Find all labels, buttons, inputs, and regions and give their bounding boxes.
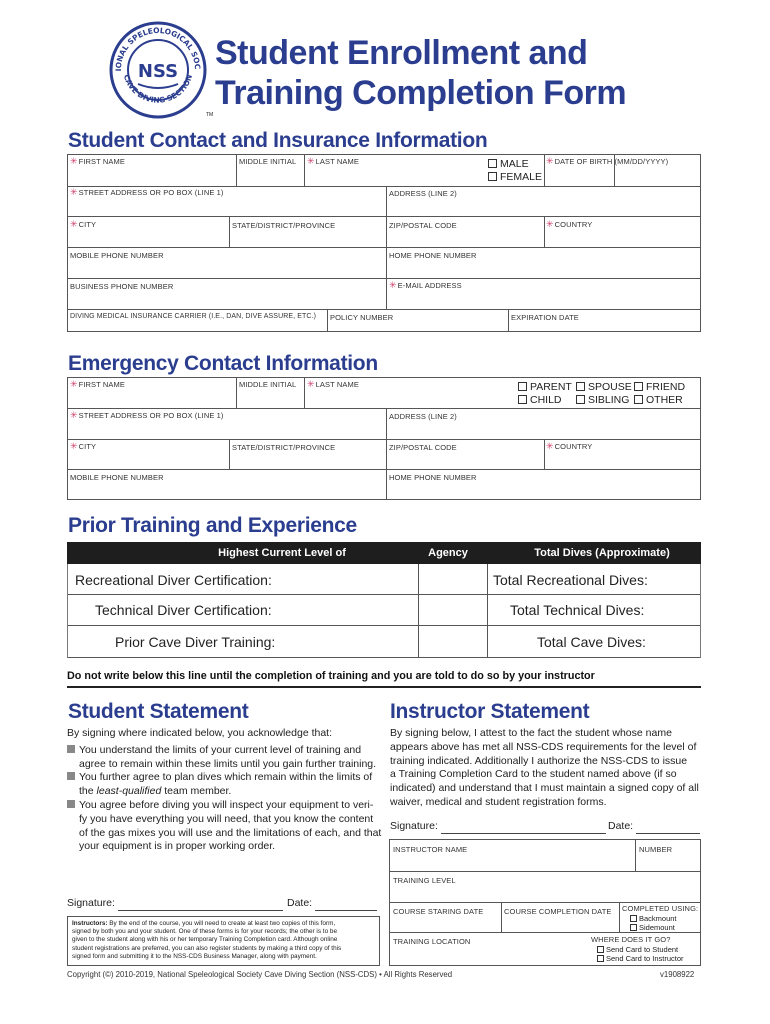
address2-field[interactable]: ADDRESS (LINE 2) [389,189,457,198]
student-contact-form [67,154,701,332]
street-field[interactable]: ✳ STREET ADDRESS OR PO BOX (LINE 1) [70,187,224,198]
ec-middle-initial-field[interactable]: MIDDLE INITIAL [239,380,297,389]
student-statement-heading: Student Statement [68,700,249,723]
instructors-note: Instructors: By the end of the course, you will need to create at least two copies of this form, signed by both you and your student. One of these forms is for your records; the other is to be given to the student along with his or her temporary Training Completion card. Although online student registrations are preferred, you can also register students by making a third copy of this signed form and submitting it to the NSS-CDS Business Manager, along with payment. [67,916,380,966]
male-label: MALE [500,158,529,170]
first-name-field[interactable]: ✳ FIRST NAME [70,156,125,167]
training-level-field[interactable]: TRAINING LEVEL [393,876,456,885]
send-card-student-checkbox[interactable] [591,945,684,955]
sibling-label: SIBLING [588,394,630,406]
instructor-date-field[interactable]: Date: [608,820,700,834]
sidemount-label: Sidemount [639,923,675,932]
version: v1908922 [660,970,695,979]
training-location-field[interactable]: TRAINING LOCATION [393,937,471,946]
relation-spouse-checkbox[interactable] [576,381,634,393]
technical-dives-field[interactable]: Total Technical Dives: [510,602,645,618]
nss-cds-logo [108,20,214,120]
col-level-header: Highest Current Level of [172,547,392,559]
copyright: Copyright (©) 2010-2019, National Speleological Society Cave Diving Section (NSS-CDS) • All Rights Reserved [67,970,453,979]
completed-using-label: COMPLETED USING: [622,904,699,913]
prior-cave-training-field[interactable]: Prior Cave Diver Training: [115,634,276,650]
instructor-name-field[interactable]: INSTRUCTOR NAME [393,845,468,854]
ec-home-phone-field[interactable]: HOME PHONE NUMBER [389,473,477,482]
email-field[interactable]: ✳ E-MAIL ADDRESS [389,280,462,291]
dob-field[interactable]: ✳ DATE OF BIRTH (MM/DD/YYYY) [546,156,668,167]
gender-male-checkbox[interactable] [488,158,542,170]
emergency-contact-form [67,377,701,500]
zip-field[interactable]: ZIP/POSTAL CODE [389,221,457,230]
student-statement-text: By signing where indicated below, you acknowledge that: You understand the limits of your current level of training and agree to remain within these limits until you gain further training. You further agree to plan dives which remain within the limits of the least-qualified team member. You agree before diving you will inspect your equipment to veri- fy you have everything you will need, that you know the content of the gas mixes you will use and the limitations of each, and that your equipment is in proper working order. [67,727,382,853]
student-contact-heading: Student Contact and Insurance Information [68,129,488,152]
instructor-info-form [389,839,701,966]
course-completion-date-field[interactable]: COURSE COMPLETION DATE [504,907,612,916]
relation-child-checkbox[interactable] [518,394,576,406]
country-field[interactable]: ✳ COUNTRY [546,219,592,230]
policy-number-field[interactable]: POLICY NUMBER [330,313,394,322]
instructor-statement-heading: Instructor Statement [390,700,590,723]
prior-training-heading: Prior Training and Experience [68,514,357,537]
instructor-statement-text: By signing below, I attest to the fact the student whose name appears above has met all NSS-CDS requirements for the level of training indicated. Additionally I authorize the NSS-CDS to issue a Training Completion Card to the student named above (if so indicated) and understand that I must maintain a signed copy of all waiver, medical and student registration forms. [390,727,699,808]
prior-training-table [67,542,701,659]
ec-mobile-phone-field[interactable]: MOBILE PHONE NUMBER [70,473,164,482]
student-signature-field[interactable]: Signature: [67,897,283,911]
parent-label: PARENT [530,381,572,393]
friend-label: FRIEND [646,381,686,393]
logo-text-top: IONAL SPELEOLOGICAL SOC [113,25,203,72]
business-phone-field[interactable]: BUSINESS PHONE NUMBER [70,282,174,291]
city-field[interactable]: ✳ CITY [70,219,96,230]
cave-dives-field[interactable]: Total Cave Dives: [537,634,646,650]
gender-female-checkbox[interactable] [488,171,542,183]
ec-state-field[interactable]: STATE/DISTRICT/PROVINCE [232,443,336,452]
home-phone-field[interactable]: HOME PHONE NUMBER [389,251,477,260]
ec-street-field[interactable]: ✳ STREET ADDRESS OR PO BOX (LINE 1) [70,410,224,421]
ec-first-name-field[interactable]: ✳ FIRST NAME [70,379,125,390]
other-label: OTHER [646,394,683,406]
spouse-label: SPOUSE [588,381,632,393]
where-does-it-go-label: WHERE DOES IT GO? [591,935,671,944]
child-label: CHILD [530,394,562,406]
recreational-dives-field[interactable]: Total Recreational Dives: [493,572,648,588]
expiration-date-field[interactable]: EXPIRATION DATE [511,313,579,322]
completion-notice: Do not write below this line until the completion of training and you are told to do so by your instructor [67,670,595,682]
insurance-carrier-field[interactable]: DIVING MEDICAL INSURANCE CARRIER (I.E., DAN, DIVE ASSURE, ETC.) [70,313,317,320]
mobile-phone-field[interactable]: MOBILE PHONE NUMBER [70,251,164,260]
relation-sibling-checkbox[interactable] [576,394,634,406]
female-label: FEMALE [500,171,543,183]
logo-initials: NSS [137,61,179,82]
col-dives-header: Total Dives (Approximate) [507,547,697,559]
logo-tm: TM [206,112,214,118]
relation-other-checkbox[interactable] [634,394,683,406]
relation-parent-checkbox[interactable] [518,381,576,393]
student-date-field[interactable]: Date: [287,897,377,911]
ec-zip-field[interactable]: ZIP/POSTAL CODE [389,443,457,452]
course-start-date-field[interactable]: COURSE STARING DATE [393,907,484,916]
backmount-checkbox[interactable] [622,914,698,924]
backmount-label: Backmount [639,913,677,923]
ec-country-field[interactable]: ✳ COUNTRY [546,441,592,452]
ec-address2-field[interactable]: ADDRESS (LINE 2) [389,412,457,421]
ec-city-field[interactable]: ✳ CITY [70,441,96,452]
recreational-cert-field[interactable]: Recreational Diver Certification: [75,572,272,588]
send-instructor-label: Send Card to Instructor [606,954,684,963]
logo-text-bottom: CAVE DIVING SECTION [121,73,195,105]
emergency-contact-heading: Emergency Contact Information [68,352,378,375]
send-student-label: Send Card to Student [606,944,679,954]
instructor-signature-field[interactable]: Signature: [390,820,606,834]
send-card-instructor-checkbox[interactable] [591,954,684,964]
state-field[interactable]: STATE/DISTRICT/PROVINCE [232,221,336,230]
last-name-field[interactable]: ✳ LAST NAME [307,156,359,167]
technical-cert-field[interactable]: Technical Diver Certification: [95,602,272,618]
col-agency-header: Agency [403,547,493,559]
relation-friend-checkbox[interactable] [634,381,685,393]
ec-last-name-field[interactable]: ✳ LAST NAME [307,379,359,390]
page-title: Student Enrollment and Training Completion Form [215,34,627,112]
instructor-number-field[interactable]: NUMBER [639,845,673,854]
divider [67,686,701,688]
middle-initial-field[interactable]: MIDDLE INITIAL [239,157,297,166]
sidemount-checkbox[interactable] [622,923,698,933]
